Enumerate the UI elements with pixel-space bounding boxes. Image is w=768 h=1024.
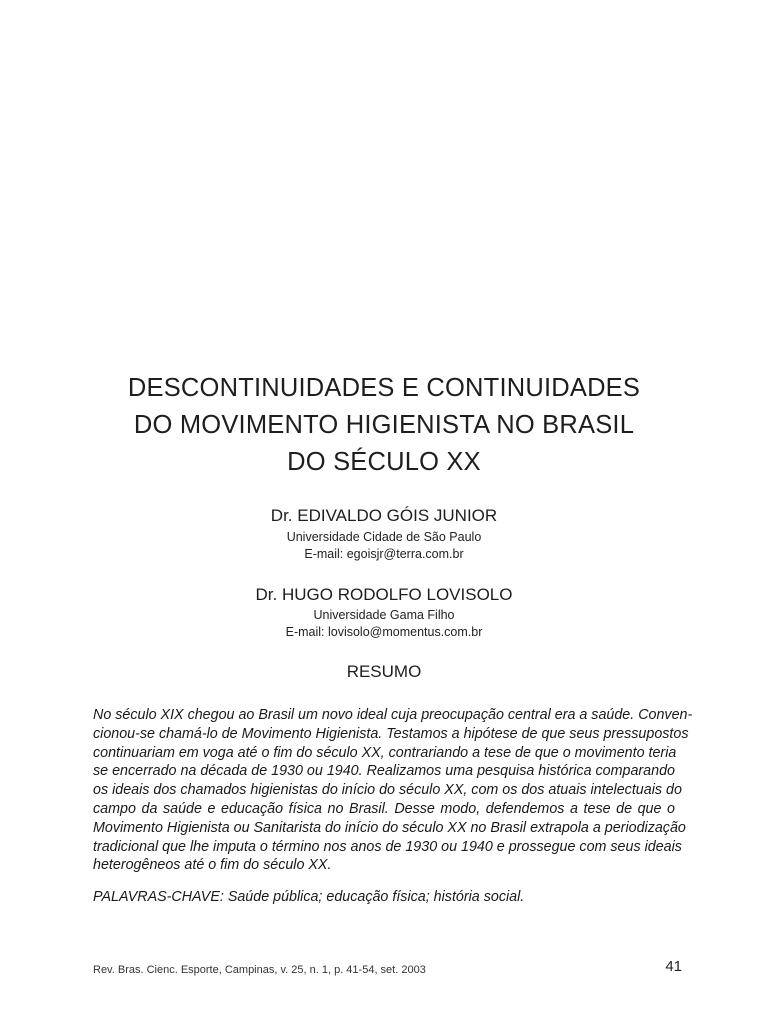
abstract-line: os ideais dos chamados higienistas do início do século XX, com os dos atuais intelectuais do <box>93 782 682 799</box>
abstract-text <box>93 706 693 875</box>
author-email: E-mail: lovisolo@momentus.com.br <box>285 625 483 639</box>
abstract-line: heterogêneos até o fim do século XX. <box>93 857 332 874</box>
article-title <box>0 370 768 481</box>
abstract-line: cionou-se chamá-lo de Movimento Higienista. Testamos a hipótese de que seus pressupostos <box>93 725 689 742</box>
abstract-heading: RESUMO <box>346 662 422 681</box>
author-name: Dr. HUGO RODOLFO LOVISOLO <box>255 585 513 604</box>
keywords: PALAVRAS-CHAVE: Saúde pública; educação física; história social. <box>93 889 525 905</box>
page-number: 41 <box>665 958 682 975</box>
abstract-line: se encerrado na década de 1930 ou 1940. Realizamos uma pesquisa histórica comparando <box>93 763 675 780</box>
abstract-line: campo da saúde e educação física no Brasil. Desse modo, defendemos a tese de que o <box>93 800 675 817</box>
author-affiliation: Universidade Gama Filho <box>313 608 455 622</box>
journal-citation: Rev. Bras. Cienc. Esporte, Campinas, v. 25, n. 1, p. 41-54, set. 2003 <box>93 964 426 976</box>
title-line: DO MOVIMENTO HIGIENISTA NO BRASIL <box>133 411 635 439</box>
author-email: E-mail: egoisjr@terra.com.br <box>304 547 464 561</box>
author-name: Dr. EDIVALDO GÓIS JUNIOR <box>270 506 498 525</box>
abstract-line: continuariam em voga até o fim do século XX, contrariando a tese de que o movimento teria <box>93 744 677 761</box>
abstract-line: Movimento Higienista ou Sanitarista do início do século XX no Brasil extrapola a periodização <box>93 819 686 836</box>
title-line: DESCONTINUIDADES E CONTINUIDADES <box>127 374 641 402</box>
title-line: DO SÉCULO XX <box>287 448 481 476</box>
author-affiliation: Universidade Cidade de São Paulo <box>286 530 482 544</box>
abstract-line: No século XIX chegou ao Brasil um novo ideal cuja preocupação central era a saúde. Conven- <box>93 707 693 723</box>
abstract-line: tradicional que lhe imputa o término nos anos de 1930 ou 1940 e prossegue com seus ideais <box>93 838 682 855</box>
